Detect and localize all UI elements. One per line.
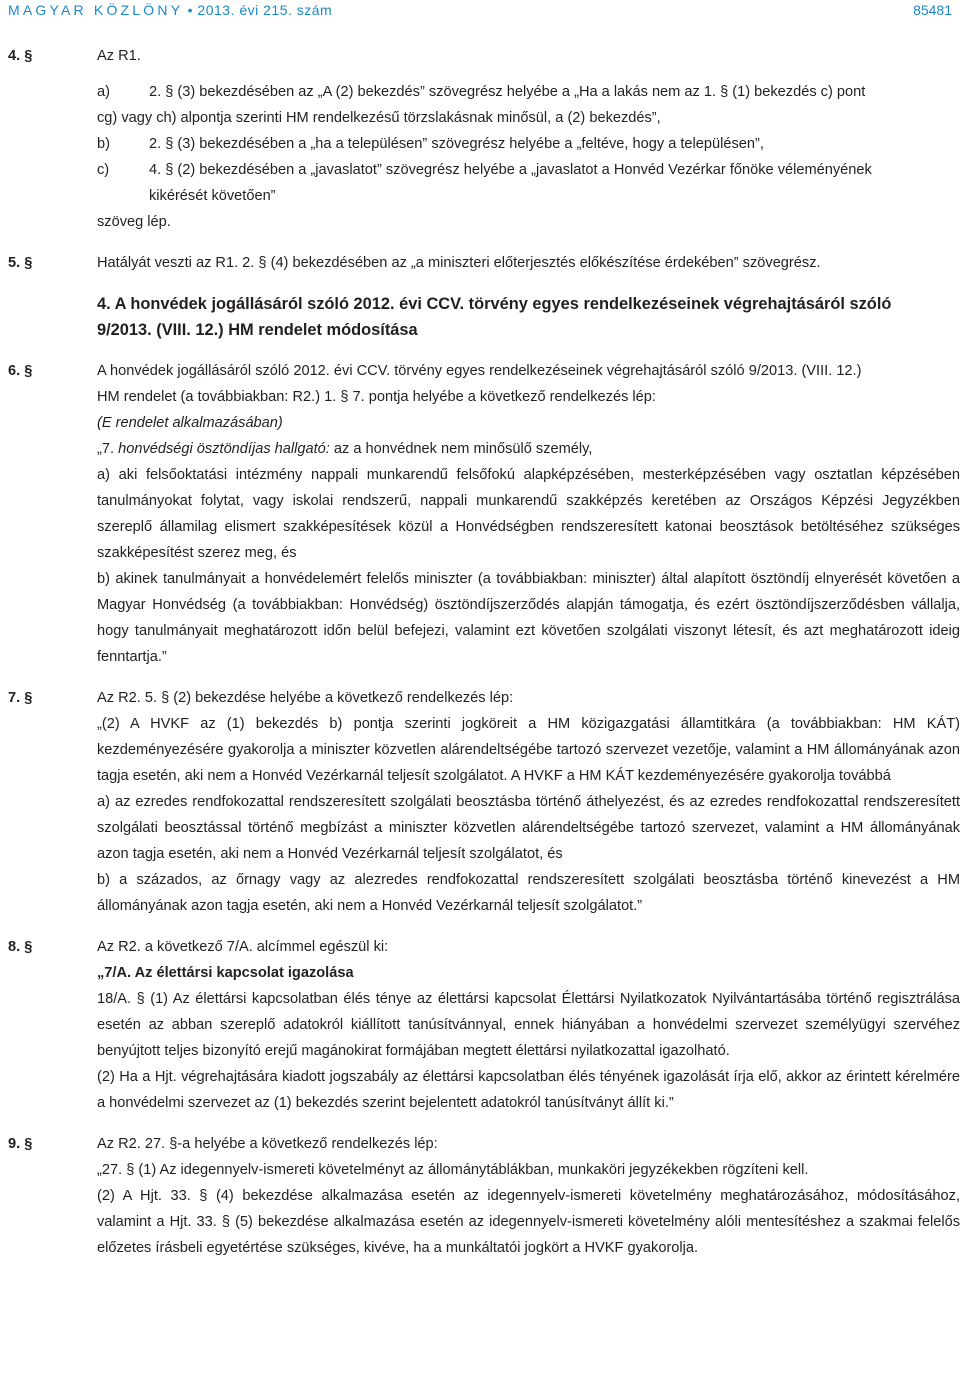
section-number: 4. §	[8, 48, 33, 64]
paragraph: b) a százados, az őrnagy vagy az alezredes rendfokozattal rendszeresített szolgálati beosztásba történő kinevezést a HM állományának azon tagja esetén, aki nem a Honvéd Vezérkarnál teljesít szolgálatot.”	[97, 872, 960, 914]
point-a	[97, 79, 960, 105]
section-intro: Az R2. a következő 7/A. alcímmel egészül ki:	[97, 939, 389, 955]
paragraph: b) akinek tanulmányait a honvédelemért felelős miniszter (a továbbiakban: miniszter) által alapított ösztöndíj elnyerését követően a Magyar Honvédség (a továbbiakban: Honvédség) ösztöndíjszerződés alapján támogatja, és ezért ösztöndíjszerződésben vállalja, hogy tanulmányait meghatározott időn belül befejezi, valamint ezt követően szolgálati viszonyt létesít, és azt meghatározott ideig fenntartja.”	[97, 571, 960, 665]
point-text: 2. § (3) bekezdésében az „A (2) bekezdés” szövegrész helyébe a „Ha a lakás nem az 1. § (1) bekezdés c) pont	[149, 84, 866, 100]
subtitle: „7/A. Az élettársi kapcsolat igazolása	[97, 965, 354, 981]
issue-label: • 2013. évi 215. szám	[187, 2, 333, 18]
point-text-continued: cg) vagy ch) alpontja szerinti HM rendelkezésű törzslakásnak minősül, a (2) bekezdés”,	[97, 110, 661, 126]
point-text: 4. § (2) bekezdésében a „javaslatot” szövegrész helyébe a „javaslatot a Honvéd Vezérkar főnöke véleményének	[149, 162, 872, 178]
definition-text: az a honvédnek nem minősülő személy,	[329, 441, 593, 457]
point-c	[97, 157, 960, 209]
section-4	[8, 43, 960, 235]
section-number: 6. §	[8, 363, 33, 379]
section-intro: A honvédek jogállásáról szóló 2012. évi CCV. törvény egyes rendelkezéseinek végrehajtásáról szóló 9/2013. (VIII. 12.)	[97, 363, 862, 379]
section-number: 8. §	[8, 939, 33, 955]
page-number: 85481	[913, 2, 952, 18]
page-header	[8, 2, 952, 26]
section-number: 7. §	[8, 690, 33, 706]
section-text: Hatályát veszti az R1. 2. § (4) bekezdésében az „a miniszteri előterjesztés előkészítése érdekében” szövegrész.	[97, 255, 821, 271]
point-text-continued: kikérését követően”	[149, 188, 276, 204]
section-intro: Az R2. 5. § (2) bekezdése helyébe a következő rendelkezés lép:	[97, 690, 514, 706]
section-number: 5. §	[8, 255, 33, 271]
section-5	[8, 250, 960, 276]
paragraph: „(2) A HVKF az (1) bekezdés b) pontja szerinti jogköreit a HM közigazgatási államtitkára (a továbbiakban: HM KÁT) kezdeményezésére gyakorolja a miniszter közvetlen alárendeltségébe tartozó szervezet vezetője, valamint a HM állományának azon tagja esetén, aki nem a Honvéd Vezérkarnál teljesít szolgálatot. A HVKF a HM KÁT kezdeményezésére gyakorolja továbbá	[97, 716, 960, 784]
journal-header	[8, 2, 332, 18]
paragraph: „27. § (1) Az idegennyelv-ismereti követelményt az állománytáblákban, munkaköri jegyzékekben rögzíteni kell.	[97, 1162, 809, 1178]
defined-term: honvédségi ösztöndíjas hallgató:	[118, 441, 330, 457]
section-8	[8, 934, 960, 1116]
section-6	[8, 358, 960, 670]
paragraph: 18/A. § (1) Az élettársi kapcsolatban élés ténye az élettársi kapcsolat Élettársi Nyilatkozatok Nyilvántartásába történő regisztrálása esetén az abban szereplő adatokról kiállított tanúsítvánnyal, ennek hiányában a honvédelmi szervezet személyügyi szervéhez benyújtott teljes bizonyító erejű magánokirat formájában megtett élettársi nyilatkozattal igazolható.	[97, 991, 960, 1059]
paragraph: a) az ezredes rendfokozattal rendszeresített szolgálati beosztásba történő áthelyezést, és az ezredes rendfokozattal rendszeresített szolgálati beosztással történő megbízást a miniszter közvetlen alárendeltségébe tartozó szervezet, valamint a HM állományának azon tagja esetén, aki nem a Honvéd Vezérkarnál teljesít szolgálatot, és	[97, 794, 960, 862]
point-text: 2. § (3) bekezdésében a „ha a településen” szövegrész helyébe a „feltéve, hogy a településen”,	[149, 136, 764, 152]
heading-line: 9/2013. (VIII. 12.) HM rendelet módosítása	[97, 321, 418, 339]
quote-open: „7.	[97, 441, 119, 457]
section-9	[8, 1131, 960, 1261]
point-b	[97, 131, 960, 157]
chapter-heading	[97, 291, 960, 343]
document-body	[8, 43, 960, 1261]
point-label: b)	[97, 136, 110, 152]
section-intro: Az R1.	[97, 48, 141, 64]
heading-line: 4. A honvédek jogállásáról szóló 2012. évi CCV. törvény egyes rendelkezéseinek végrehajtásáról szóló	[97, 295, 892, 313]
section-outro: szöveg lép.	[97, 214, 171, 230]
point-label: a)	[97, 84, 110, 100]
section-number: 9. §	[8, 1136, 33, 1152]
section-intro: HM rendelet (a továbbiakban: R2.) 1. § 7. pontja helyébe a következő rendelkezés lép:	[97, 389, 656, 405]
journal-title: MAGYAR KÖZLÖNY	[8, 2, 184, 18]
point-label: c)	[97, 162, 110, 178]
definition-line	[97, 436, 960, 462]
context-note: (E rendelet alkalmazásában)	[97, 415, 283, 431]
paragraph: (2) A Hjt. 33. § (4) bekezdése alkalmazása esetén az idegennyelv-ismereti követelmény meghatározásához, módosításához, valamint a Hjt. 33. § (5) bekezdése alkalmazása esetén az idegennyelv-ismereti követelmény alóli mentesítéshez a szakmai felelős előzetes írásbeli egyetértése szükséges, kivéve, ha a munkáltatói jogkört a HVKF gyakorolja.	[97, 1188, 960, 1256]
section-intro: Az R2. 27. §-a helyébe a következő rendelkezés lép:	[97, 1136, 438, 1152]
paragraph: a) aki felsőoktatási intézmény nappali munkarendű felsőfokú alapképzésében, mesterképzésében vagy osztatlan képzésében tanulmányokat folytat, vagy iskolai rendszerű, nappali munkarendű szakképzés keretében az Országos Képzési Jegyzékben szereplő államilag elismert szakképesítések közül a Honvédségben rendszeresített katonai beosztások betöltéséhez szükséges szakképesítést szerez meg, és	[97, 467, 960, 561]
section-7	[8, 685, 960, 919]
paragraph: (2) Ha a Hjt. végrehajtására kiadott jogszabály az élettársi kapcsolatban élés tényének igazolását írja elő, akkor az érintett kérelmére a honvédelmi szervezet az (1) bekezdés szerint bejelentett adatokról tanúsítványt állít ki.”	[97, 1069, 960, 1111]
